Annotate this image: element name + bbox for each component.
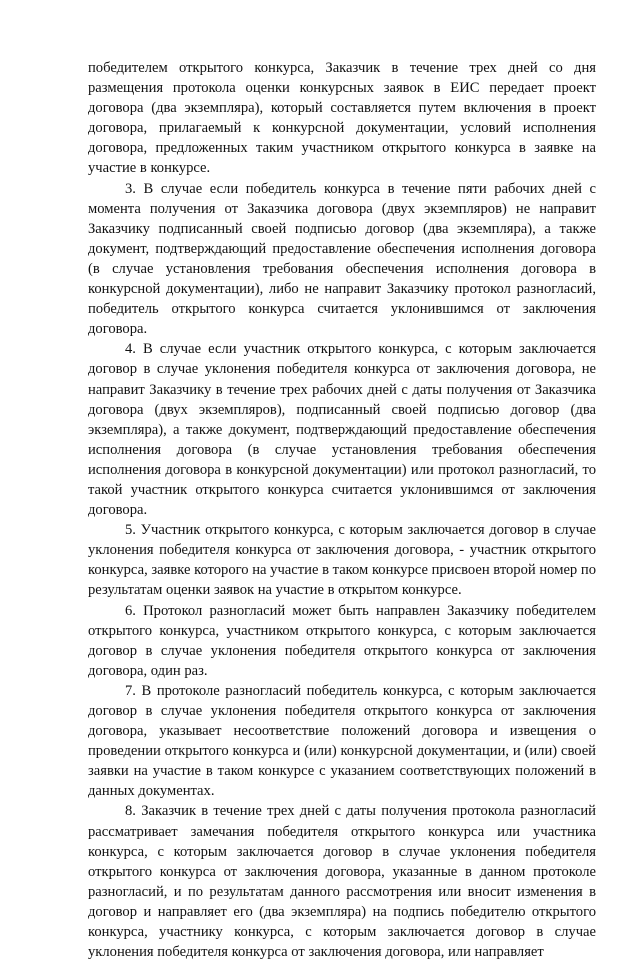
paragraph-clause-5: 5. Участник открытого конкурса, с которым заключается договор в случае уклонения победителя конкурса от заключения договора, - участник открытого конкурса, заявке которого на участие в таком конкурсе присвоен второй номер по результатам оценки заявок на участие в открытом конкурсе. bbox=[88, 522, 596, 599]
paragraph-clause-4: 4. В случае если участник открытого конкурса, с которым заключается договор в случае уклонения победителя конкурса от заключения договора, не направит Заказчику в течение трех рабочих дней с даты получения от Заказчика договора (двух экземпляров), подписанный своей подписью договор (два экземпляра), а также документ, подтверждающий предоставление обеспечения исполнения договора (в случае установления требования обеспечения исполнения договора в конкурсной документации) или протокол разногласий, то такой участник открытого конкурса считается уклонившимся от заключения договора. bbox=[88, 341, 596, 519]
paragraph-clause-7: 7. В протоколе разногласий победитель конкурса, с которым заключается договор в случае уклонения победителя открытого конкурса от заключения договора, указывает несоответствие положений договора и извещения о проведении открытого конкурса и (или) конкурсной документации, и (или) своей заявки на участие в таком конкурсе с указанием соответствующих положений в данных документах. bbox=[88, 682, 596, 800]
paragraph-continuation: победителем открытого конкурса, Заказчик в течение трех дней со дня размещения протокола оценки конкурсных заявок в ЕИС передает проект договора (два экземпляра), который составляется путем включения в проект договора, прилагаемый к конкурсной документации, условий исполнения договора, предложенных таким участником открытого конкурса в заявке на участие в конкурсе. bbox=[88, 60, 596, 177]
paragraph-clause-6: 6. Протокол разногласий может быть направлен Заказчику победителем открытого конкурса, участником открытого конкурса, с которым заключается договор в случае уклонения победителя открытого конкурса от заключения договора, один раз. bbox=[88, 602, 596, 679]
paragraph-clause-8: 8. Заказчик в течение трех дней с даты получения протокола разногласий рассматривает замечания победителя открытого конкурса или участника конкурса, с которым заключается договор в случае уклонения победителя открытого конкурса от заключения договора, указанные в данном протоколе разногласий, и по результатам данного рассмотрения или вносит изменения в договор и направляет его (два экземпляра) на подпись победителю открытого конкурса, участнику конкурса, с которым заключается договор в случае уклонения победителя конкурса от заключения договора, или направляет bbox=[88, 803, 596, 961]
paragraph-clause-3: 3. В случае если победитель конкурса в течение пяти рабочих дней с момента получения от Заказчика договора (двух экземпляров) не направит Заказчику подписанный своей подписью договор (два экземпляра), а также документ, подтверждающий предоставление обеспечения исполнения договора (в случае установления требования обеспечения исполнения договора в конкурсной документации), либо не направит Заказчику протокол разногласий, победитель открытого конкурса считается уклонившимся от заключения договора. bbox=[88, 180, 596, 338]
document-page bbox=[88, 58, 596, 962]
